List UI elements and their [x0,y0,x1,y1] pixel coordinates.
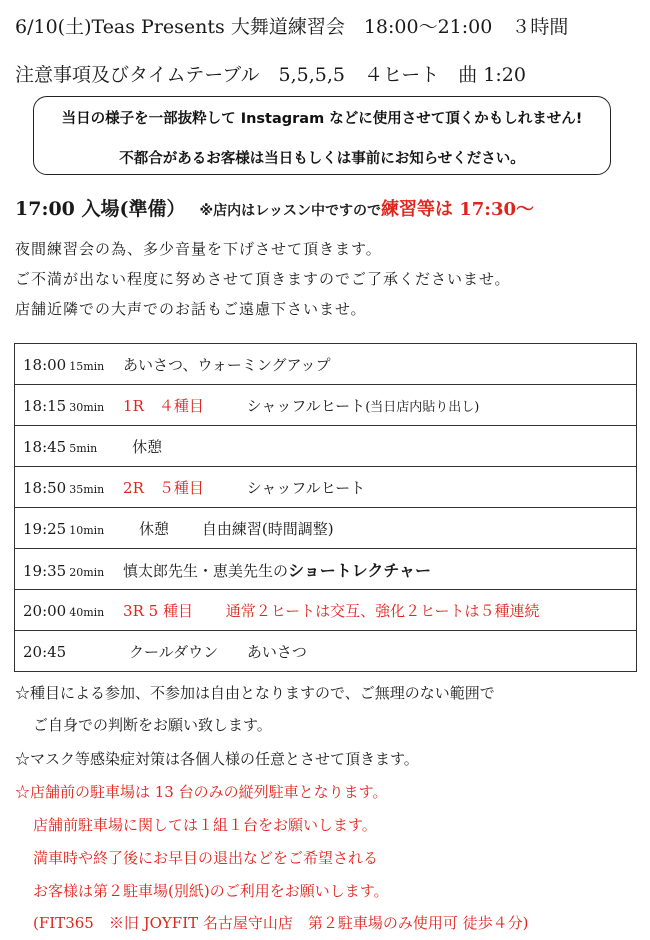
row-duration: 15min [69,359,105,373]
notice-line-1: 当日の様子を一部抜粋して Instagram などに使用させて頂くかもしれません! [61,111,583,127]
table-row [15,549,637,590]
footer-line-5: 店舗前駐車場に関しては１組１台をお願いします。 [33,816,377,834]
row-duration: 35min [69,482,105,496]
table-cell [15,631,637,672]
entry-info [15,194,534,221]
intro-line-2: ご不満が出ない程度に努めさせて頂きますのでご了承くださいませ。 [15,270,511,288]
row-time: 19:25 [23,519,67,538]
footer-line-1: ☆種目による参加、不参加は自由となりますので、ご無理のない範囲で [15,684,495,702]
row-activity: 休憩 [132,437,163,456]
entry-note: ※店内はレッスン中ですので [199,203,381,219]
row-round: 3R 5 種目 [123,601,193,620]
row-time: 18:50 [23,478,67,497]
row-duration: 10min [69,523,105,537]
footer-line-6: 満車時や終了後にお早目の退出などをご希望される [33,849,379,867]
table-cell [15,344,637,385]
table-cell [15,426,637,467]
row-time: 20:00 [23,601,67,620]
table-cell [15,467,637,508]
notice-box [33,96,611,175]
notice-line-2: 不都合があるお客様は当日もしくは事前にお知らせください。 [119,151,525,167]
table-cell [15,385,637,426]
footer-line-4: ☆店舗前の駐車場は 13 台のみの縦列駐車となります。 [15,783,388,801]
intro-line-1: 夜間練習会の為、多少音量を下げさせて頂きます。 [15,240,382,258]
table-row [15,385,637,426]
row-activity: 休憩 [139,519,170,538]
row-time: 18:45 [23,437,67,456]
row-activity: あいさつ、ウォーミングアップ [123,355,331,374]
page-subtitle: 注意事項及びタイムテーブル 5,5,5,5 ４ヒート 曲 1:20 [15,64,526,86]
table-row [15,508,637,549]
row-activity: 慎太郎先生・恵美先生の [123,561,289,580]
row-time: 20:45 [23,642,67,661]
footer-line-3: ☆マスク等感染症対策は各個人様の任意とさせて頂きます。 [15,750,419,768]
row-duration: 20min [69,565,105,579]
footer-line-7: お客様は第２駐車場(別紙)のご利用をお願いします。 [33,882,389,900]
timetable [14,343,637,672]
practice-start: 練習等は 17:30〜 [380,199,534,220]
row-time: 18:15 [23,396,67,415]
row-round: 1R ４種目 [123,396,204,415]
table-row [15,590,637,631]
row-activity-2: 自由練習(時間調整) [201,519,334,538]
table-cell [15,549,637,590]
row-time: 18:00 [23,355,67,374]
footer-line-8: (FIT365 ※旧 JOYFIT 名古屋守山店 第２駐車場のみ使用可 徒歩４分) [33,914,529,932]
table-row [15,344,637,385]
row-duration: 40min [69,605,105,619]
row-activity: クールダウン [129,642,219,661]
row-lecture: ショートレクチャー [288,560,431,580]
table-cell [15,590,637,631]
row-round: 2R ５種目 [123,478,204,497]
row-duration: 30min [69,400,105,414]
table-row [15,631,637,672]
row-time: 19:35 [23,561,67,580]
footer-line-2: ご自身での判断をお願い致します。 [33,716,272,734]
table-cell [15,508,637,549]
entry-label: 17:00 入場(準備） [15,198,186,220]
row-activity: シャッフルヒート [246,478,366,497]
table-row [15,467,637,508]
row-duration: 5min [69,441,98,455]
page-title: 6/10(土)Teas Presents 大舞道練習会 18:00〜21:00 ３時間 [15,16,569,38]
intro-line-3: 店舗近隣での大声でのお話もご遠慮下さいませ。 [15,300,367,318]
row-activity: シャッフルヒート [246,396,366,415]
row-activity-2: あいさつ [246,642,307,661]
table-row [15,426,637,467]
row-note: (当日店内貼り出し) [365,399,480,415]
row-activity: 通常２ヒートは交互、強化２ヒートは５種連続 [225,601,540,620]
